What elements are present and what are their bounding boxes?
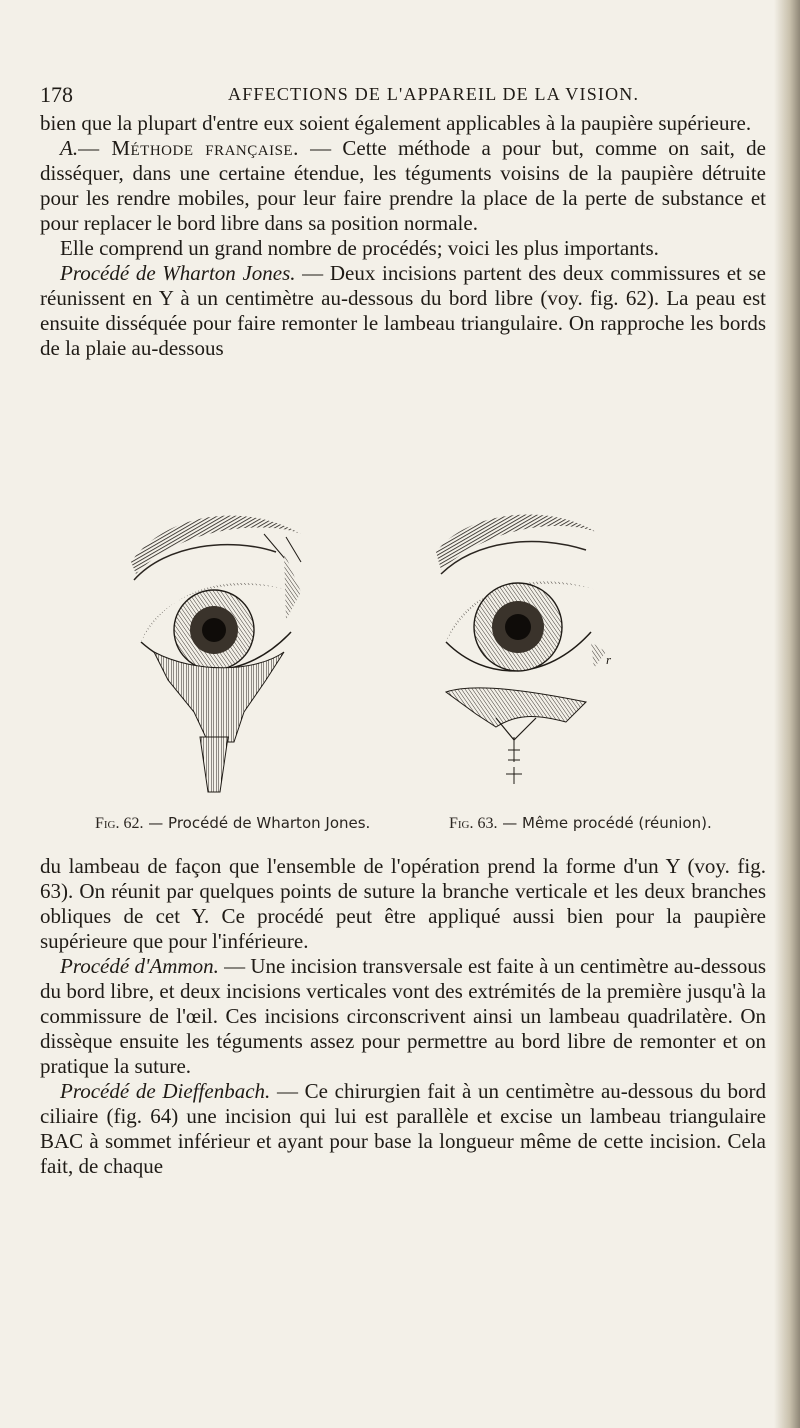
caption-text: — Procédé de Wharton Jones. — [143, 814, 371, 832]
caption-fig-62 — [95, 814, 370, 833]
body-text-top — [40, 111, 766, 361]
figure-captions — [95, 814, 775, 838]
paragraph: bien que la plupart d'entre eux soient également applicables à la paupière supérieure. — [40, 111, 752, 135]
paragraph: Elle comprend un grand nombre de procédés; voici les plus importants. — [60, 236, 659, 260]
paragraph-text: — Ce chirurgien fait à un centimètre au-dessous du bord ciliaire (fig. 64) une incision qui lui est parallèle et excise un lambeau triangulaire BAC à sommet inférieur et ayant pour base la longueur même de cette incision. Cela fait, de chaque — [40, 1079, 767, 1178]
page-number: 178 — [40, 82, 73, 107]
section-title: — Méthode française. — [78, 136, 299, 160]
figure-label: Fig. 63. — [449, 815, 498, 832]
figure-label: Fig. 62. — [95, 815, 144, 832]
label-r: r — [606, 652, 612, 667]
paragraph — [40, 136, 766, 236]
caption-text: — Même procédé (réunion). — [497, 814, 712, 832]
eye-figures — [96, 492, 756, 802]
body-text-bottom — [40, 854, 766, 1179]
fig-62-drawing — [131, 516, 301, 792]
procedure-title: Procédé de Dieffenbach. — [60, 1079, 271, 1103]
caption-fig-63 — [449, 814, 712, 833]
page-header — [40, 82, 760, 108]
paragraph — [40, 954, 766, 1079]
fig-63-drawing — [436, 515, 612, 784]
section-letter: A. — [60, 136, 79, 160]
paragraph — [40, 1079, 766, 1179]
paragraph: du lambeau de façon que l'ensemble de l'opération prend la forme d'un Y (voy. fig. 63). On réunit par quelques points de suture la branche verticale et les deux branches obliques de cet Y. Ce procédé peut être appliqué aussi bien pour la paupière supérieure que pour l'inférieure. — [40, 854, 766, 953]
running-head: AFFECTIONS DE L'APPAREIL DE LA VISION. — [228, 84, 640, 104]
page-edge — [774, 0, 800, 1428]
paragraph-text: — Deux incisions partent des deux commissures et se réunissent en Y à un centimètre au-dessous du bord libre (voy. fig. 62). La peau est ensuite disséquée pour faire remonter le lambeau triangulaire. On rapproche les bords de la plaie au-dessous — [40, 261, 766, 360]
paragraph — [40, 261, 766, 361]
procedure-title: Procédé d'Ammon. — [60, 954, 219, 978]
paragraph-text: — Cette méthode a pour but, comme on sait, de disséquer, dans une certaine étendue, les téguments voisins de la paupière détruite pour les rendre mobiles, pour leur faire prendre la place de la perte de substance et pour replacer le bord libre dans sa position normale. — [40, 136, 766, 235]
paragraph-text: — Une incision transversale est faite à un centimètre au-dessous du bord libre, et deux incisions verticales vont des extrémités de la première jusqu'à la commissure de l'œil. Ces incisions circonscrivent ainsi un lambeau quadrilatère. On dissèque ensuite les téguments assez pour permettre au bord libre de remonter et on pratique la suture. — [40, 954, 766, 1078]
procedure-title: Procédé de Wharton Jones. — [60, 261, 296, 285]
